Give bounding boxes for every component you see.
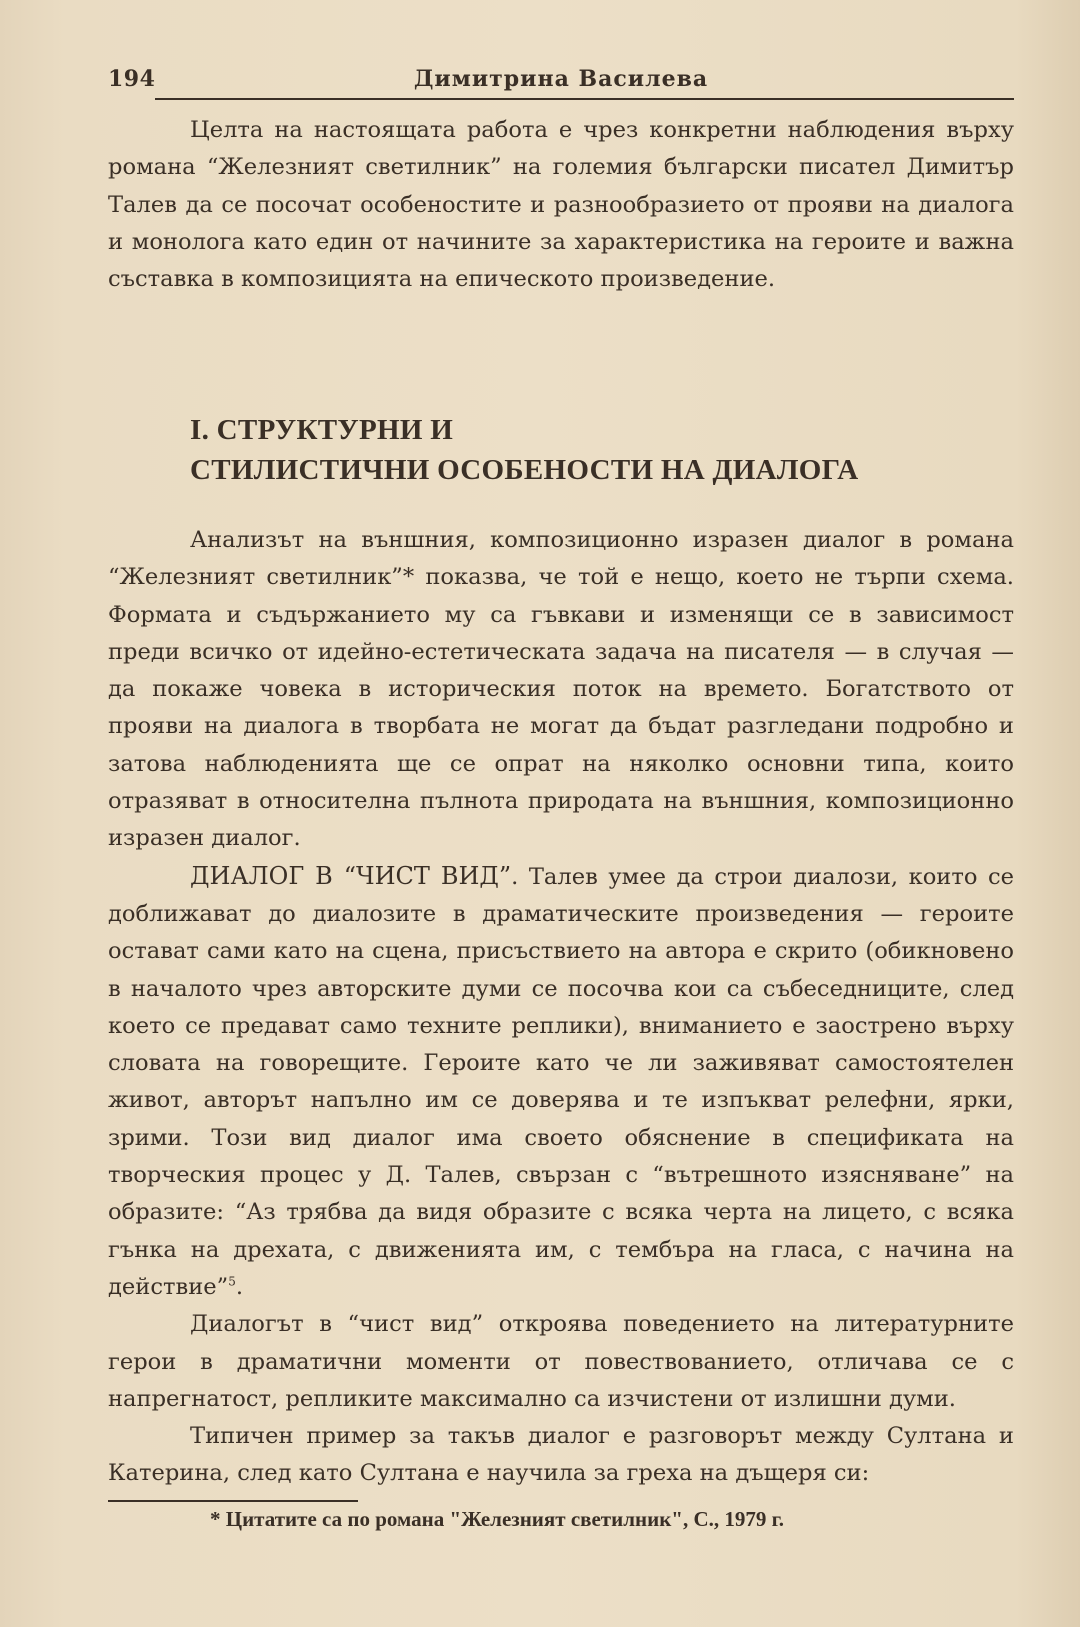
page-number: 194 xyxy=(108,66,156,92)
intro-paragraph: Целта на настоящата работа е чрез конкретни наблюдения върху романа “Железният светилник” на големия български писател Димитър Талев да се посочат особеностите и разнообразието от прояви на диалога и монолога като един от начините за характеристика на героите и важна съставка в композицията на епическото произведение. xyxy=(108,117,1014,293)
footnote-rule xyxy=(108,1500,358,1502)
paragraph-2 xyxy=(108,858,1014,1307)
footnote-ref-5: 5 xyxy=(228,1274,236,1289)
running-head-author: Димитрина Василева xyxy=(413,66,709,92)
section-heading-line-2: СТИЛИСТИЧНИ ОСОБЕНОСТИ НА ДИАЛОГА xyxy=(190,454,859,486)
paragraph-2-text: . Талев умее да строи диалози, които се доближават до диалозите в драматическите произведения — героите остават сами като на сцена, присъствието на автора е скрито (обикновено в началото чрез авторските думи се посочва кои са събеседниците, след което се предават само техните реплики), вниманието е заострено върху словата на говорещите. Героите като че ли заживяват самостоятелен живот, авторът напълно им се доверява и те изпъкват релефни, ярки, зрими. Този вид диалог има своето обяснение в спецификата на творческия процес у Д. Талев, свързан с “вътрешното изясняване” на образите: “Аз трябва да видя образите с всяка черта на лицето, с всяка гънка на дрехата, с движенията им, с тембъра на гласа, с начина на действие” xyxy=(108,863,1015,1300)
paragraph-2-lead: ДИАЛОГ В “ЧИСТ ВИД” xyxy=(190,861,512,890)
paragraph-1: Анализът на външния, композиционно изразен диалог в романа “Железният светилник”* показва, че той е нещо, което не търпи схема. Формата и съдържанието му са гъвкави и изменящи се в зависимост преди всичко от идейно-естетическата задача на писателя — в случая — да покаже човека в историческия поток на времето. Богатството от прояви на диалога в творбата не могат да бъдат разгледани подробно и затова наблюденията ще се опрат на няколко основни типа, които отразяват в относителна пълнота природата на външния, композиционно изразен диалог. xyxy=(108,527,1014,852)
section-heading xyxy=(190,410,1014,490)
section-heading-line-1: I. СТРУКТУРНИ И xyxy=(190,414,454,446)
footnote: * Цитатите са по романа "Железният светилник", С., 1979 г. xyxy=(210,1507,785,1531)
paragraph-2-end: . xyxy=(235,1273,244,1300)
paragraph-4: Типичен пример за такъв диалог е разговорът между Султана и Катерина, след като Султана е научила за греха на дъщеря си: xyxy=(108,1423,1014,1487)
header-rule xyxy=(155,98,1014,100)
running-header xyxy=(108,66,1014,96)
paragraph-3: Диалогът в “чист вид” откроява поведението на литературните герои в драматични моменти от повествованието, отличава се с напрегнатост, репликите максимално са изчистени от излишни думи. xyxy=(108,1311,1014,1412)
section-body xyxy=(108,522,1014,1493)
intro-block xyxy=(108,112,1014,298)
